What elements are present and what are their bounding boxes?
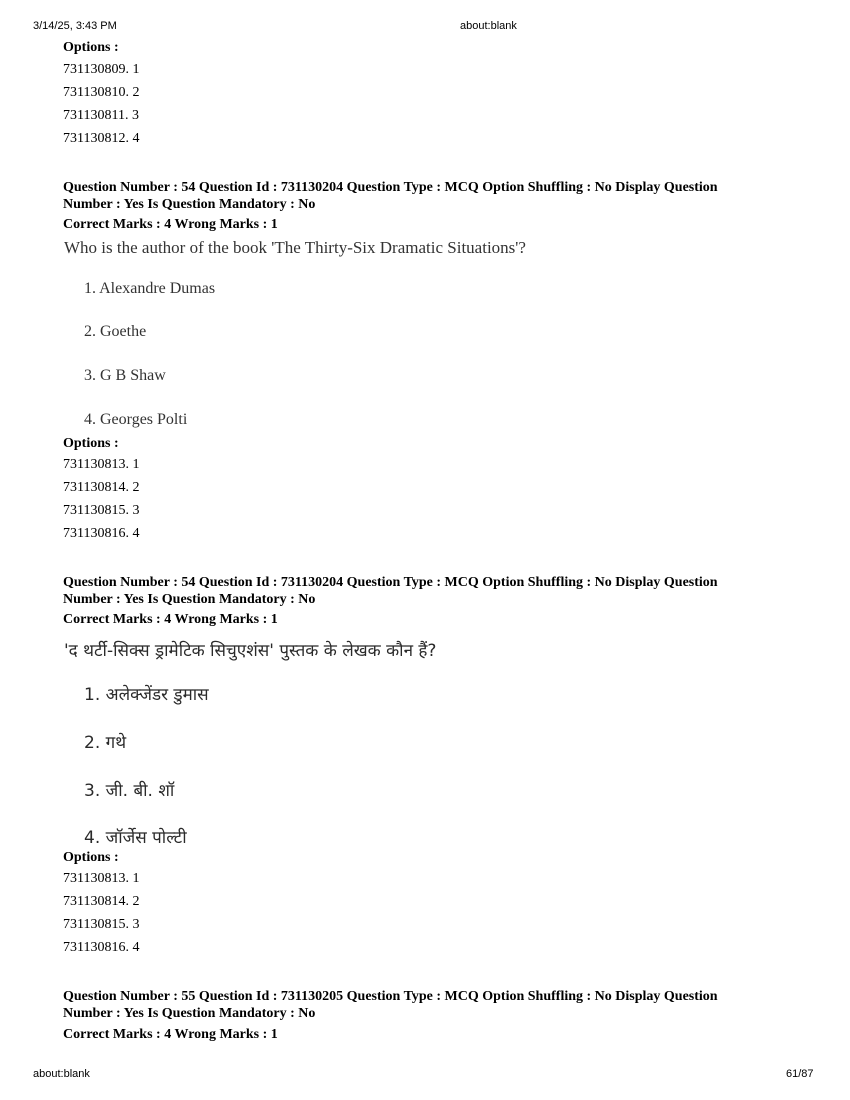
- answer-choice: 4. Georges Polti: [84, 411, 188, 428]
- question-meta-cont: Number : Yes Is Question Mandatory : No: [63, 197, 316, 212]
- print-footer-url: about:blank: [33, 1068, 90, 1080]
- option-id: 731130815. 3: [63, 503, 140, 518]
- option-id: 731130814. 2: [63, 894, 140, 909]
- answer-choice: 1. Alexandre Dumas: [84, 280, 216, 297]
- option-id: 731130810. 2: [63, 85, 140, 100]
- answer-choice-hindi: 2. गथे: [84, 733, 127, 753]
- question-marks: Correct Marks : 4 Wrong Marks : 1: [63, 612, 278, 627]
- question-meta: Question Number : 54 Question Id : 731130204 Question Type : MCQ Option Shuffling : No Display Question: [63, 180, 718, 195]
- question-marks: Correct Marks : 4 Wrong Marks : 1: [63, 217, 278, 232]
- answer-choice: 3. G B Shaw: [84, 367, 166, 384]
- options-label: Options :: [63, 436, 119, 451]
- option-id: 731130813. 1: [63, 457, 140, 472]
- option-id: 731130813. 1: [63, 871, 140, 886]
- page-number: 61/87: [786, 1068, 814, 1080]
- answer-choice: 2. Goethe: [84, 323, 147, 340]
- options-label: Options :: [63, 850, 119, 865]
- answer-choice-hindi: 4. जॉर्जेस पोल्टी: [84, 828, 187, 848]
- options-label: Options :: [63, 40, 119, 55]
- option-id: 731130809. 1: [63, 62, 140, 77]
- option-id: 731130811. 3: [63, 108, 139, 123]
- question-text: Who is the author of the book 'The Thirty-Six Dramatic Situations'?: [64, 238, 526, 257]
- option-id: 731130816. 4: [63, 526, 140, 541]
- question-meta-cont: Number : Yes Is Question Mandatory : No: [63, 592, 316, 607]
- option-id: 731130814. 2: [63, 480, 140, 495]
- option-id: 731130816. 4: [63, 940, 140, 955]
- question-meta: Question Number : 54 Question Id : 731130204 Question Type : MCQ Option Shuffling : No Display Question: [63, 575, 718, 590]
- print-header-url: about:blank: [460, 20, 517, 32]
- question-meta: Question Number : 55 Question Id : 731130205 Question Type : MCQ Option Shuffling : No Display Question: [63, 989, 718, 1004]
- question-text-hindi: 'द थर्टी-सिक्स ड्रामेटिक सिचुएशंस' पुस्तक के लेखक कौन हैं?: [64, 641, 437, 661]
- answer-choice-hindi: 1. अलेक्जेंडर डुमास: [84, 685, 209, 705]
- print-datetime: 3/14/25, 3:43 PM: [33, 20, 117, 32]
- option-id: 731130812. 4: [63, 131, 140, 146]
- question-marks: Correct Marks : 4 Wrong Marks : 1: [63, 1027, 278, 1042]
- question-meta-cont: Number : Yes Is Question Mandatory : No: [63, 1006, 316, 1021]
- option-id: 731130815. 3: [63, 917, 140, 932]
- answer-choice-hindi: 3. जी. बी. शॉ: [84, 781, 175, 801]
